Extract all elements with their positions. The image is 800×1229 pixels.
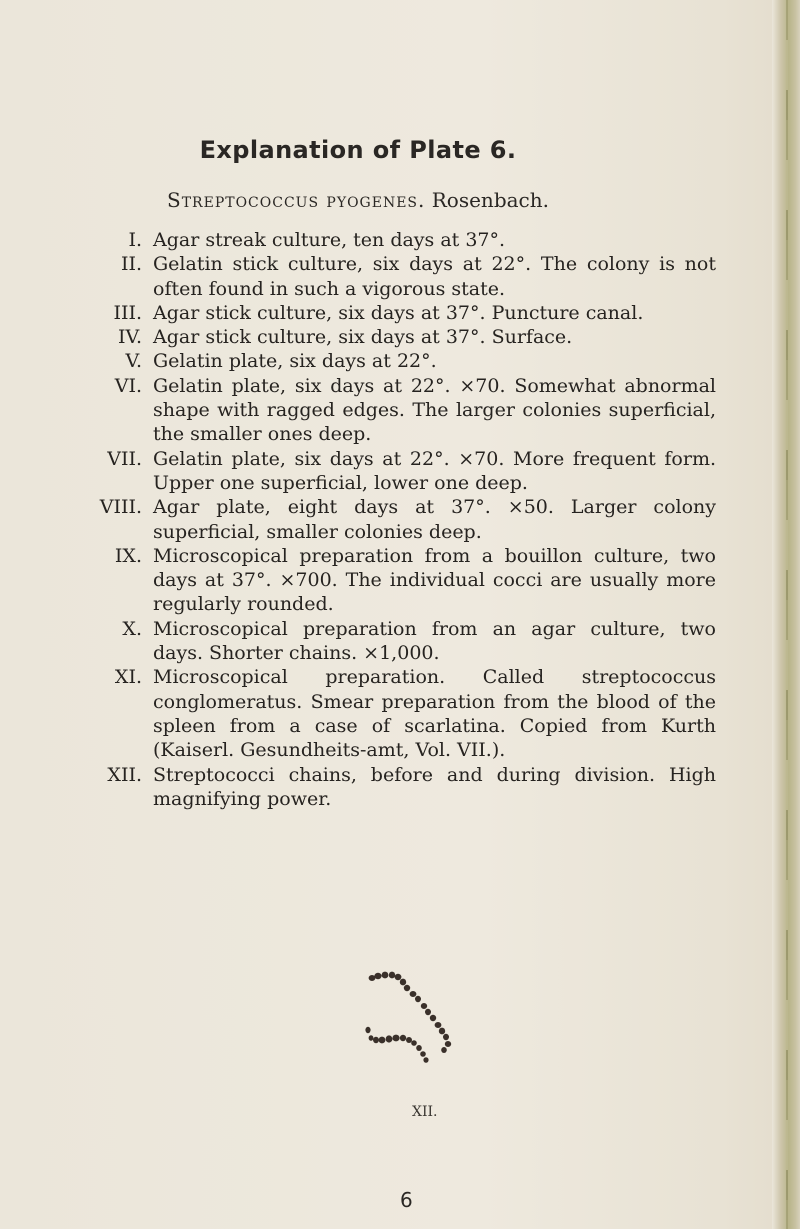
- entry-number: VII.: [107, 447, 142, 470]
- entry-number: IX.: [114, 544, 142, 567]
- figure-label: XII.: [412, 1104, 438, 1120]
- list-item: [96, 544, 716, 617]
- entry-number: VI.: [114, 374, 142, 397]
- entry-number: XII.: [107, 763, 142, 786]
- entry-number: IV.: [118, 326, 142, 349]
- entry-list: [96, 228, 716, 811]
- list-item: [96, 495, 716, 544]
- list-item: [96, 301, 716, 325]
- streptococci-chain-illustration: [350, 958, 480, 1098]
- entry-number: XI.: [114, 666, 142, 689]
- entry-number: X.: [122, 617, 142, 640]
- list-item: [96, 349, 716, 373]
- entry-number: III.: [113, 301, 142, 324]
- list-item: [96, 617, 716, 666]
- entry-text: Agar plate, eight days at 37°. ×50. Larger colony superficial, smaller colonies deep.: [153, 496, 716, 543]
- list-item: [96, 447, 716, 496]
- species-name: Streptococcus pyogenes.: [167, 188, 426, 212]
- entry-text: Gelatin plate, six days at 22°. ×70. More frequent form. Upper one superficial, lower one deep.: [153, 447, 716, 494]
- entry-text: Microscopical preparation. Called streptococcus conglomeratus. Smear preparation from the blood of the spleen from a case of scarlatina. Copied from Kurth (Kaiserl. Gesundheits-amt, Vol. VII.).: [153, 666, 716, 762]
- entry-text: Streptococci chains, before and during division. High magnifying power.: [153, 763, 716, 810]
- entry-number: V.: [125, 350, 142, 373]
- entry-text: Gelatin stick culture, six days at 22°. The colony is not often found in such a vigorous state.: [153, 253, 716, 300]
- page-number: 6: [400, 1188, 413, 1212]
- list-item: [96, 665, 716, 762]
- entry-text: Microscopical preparation from a bouillon culture, two days at 37°. ×700. The individual cocci are usually more regularly rounded.: [153, 544, 716, 616]
- entry-text: Agar stick culture, six days at 37°. Surface.: [153, 326, 573, 349]
- subheading: [0, 188, 758, 212]
- author-name: Rosenbach.: [431, 188, 549, 212]
- page-title: Explanation of Plate 6.: [199, 136, 517, 164]
- list-item: [96, 763, 716, 812]
- page-edge-stain: [772, 0, 800, 1229]
- entry-text: Microscopical preparation from an agar culture, two days. Shorter chains. ×1,000.: [153, 617, 716, 665]
- list-item: [96, 325, 716, 349]
- list-item: [96, 252, 716, 301]
- list-item: [96, 374, 716, 447]
- entry-text: Gelatin plate, six days at 22°.: [153, 350, 437, 373]
- entry-text: Gelatin plate, six days at 22°. ×70. Somewhat abnormal shape with ragged edges. The larger colonies superficial, the smaller ones deep.: [153, 374, 716, 446]
- entry-number: II.: [120, 253, 142, 276]
- entry-number: I.: [128, 229, 142, 251]
- entry-number: VIII.: [99, 496, 142, 519]
- entry-text: Agar streak culture, ten days at 37°.: [153, 229, 506, 251]
- entry-text: Agar stick culture, six days at 37°. Puncture canal.: [153, 301, 644, 324]
- list-item: [96, 228, 716, 252]
